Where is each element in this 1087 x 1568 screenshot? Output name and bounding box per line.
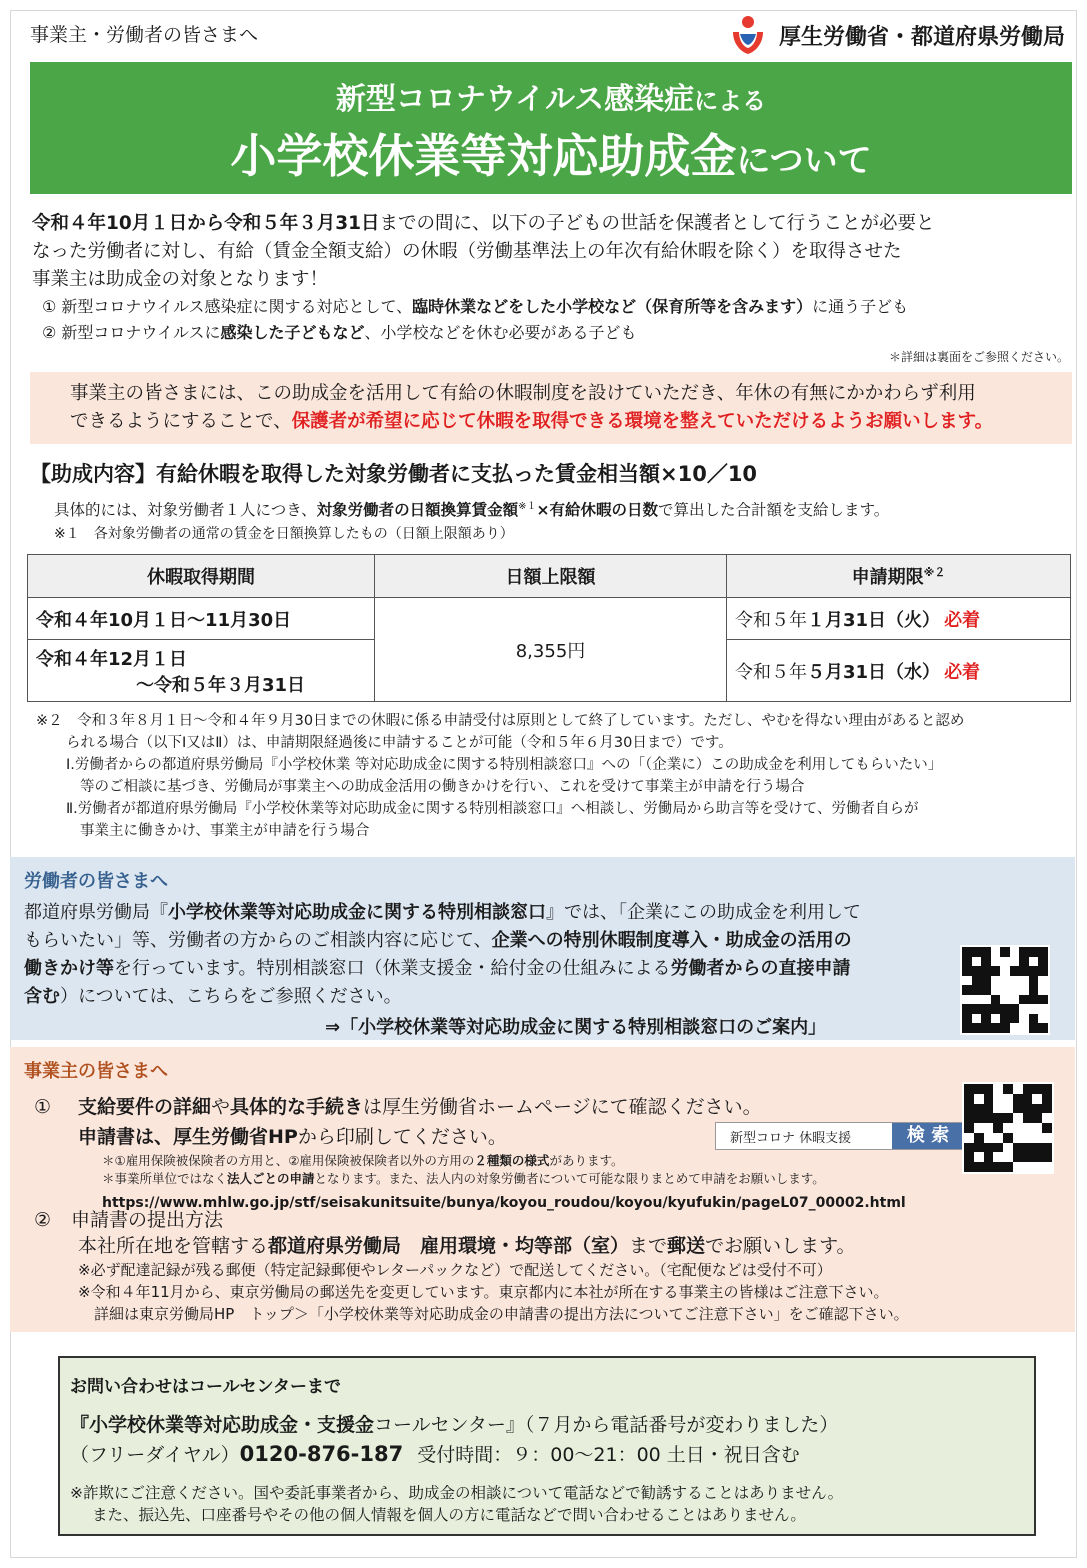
workers-t1-bold: 小学校休業等対応助成金に関する特別相談窓口	[168, 902, 546, 923]
intro-line-2: なった労働者に対し、有給（賃金全額支給）の休暇（労働基準法上の年次有給休暇を除く）を取得させた	[32, 241, 902, 262]
contact-box	[58, 1356, 1036, 1536]
aid-desc-bold-1: 対象労働者の日額換算賃金額	[316, 501, 519, 520]
step-2-title-text: 申請書の提出方法	[71, 1209, 224, 1231]
must-arrive-label: 必着	[944, 661, 981, 683]
intro-text-1: までの間に、以下の子どもの世話を保護者として行うことが必要と	[379, 213, 935, 234]
banner-title: 小学校休業等対応助成金	[230, 129, 737, 183]
contact-center-name: 『小学校休業等対応助成金・支援金	[70, 1414, 375, 1436]
table-period-2a: 令和４年12月１日	[36, 648, 188, 670]
table-cell-period-2	[28, 640, 375, 702]
employers-step-2	[34, 1207, 1074, 1325]
workers-t4-bold: 含む	[24, 986, 60, 1007]
contact-line-2	[70, 1440, 800, 1467]
step-1-note-1	[78, 1152, 794, 1170]
ministry-name: 厚生労働省・都道府県労働局	[778, 24, 1065, 50]
table-header-row	[28, 555, 1071, 598]
note-line: Ⅱ.労働者が都道府県労働局『小学校休業等対応助成金に関する特別相談窓口』へ相談し、労働局から助言等を受けて、労働者自らが	[66, 801, 919, 817]
consultation-link[interactable]: ⇒「小学校休業等対応助成金に関する特別相談窓口のご案内」	[325, 1017, 827, 1038]
workers-t3-bold-2: 労働者からの直接申請	[670, 958, 851, 979]
step-1-text-1: や	[211, 1096, 231, 1118]
workers-t3-bold: 働きかけ等	[24, 958, 114, 979]
fraud-note-1: ※詐欺にご注意ください。国や委託事業者から、助成金の相談について電話などで勧誘することはありません。	[70, 1484, 844, 1502]
banner-line-1-main: 新型コロナウイルス感染症	[335, 82, 695, 117]
request-line-2	[30, 408, 1072, 436]
table-header-sup: ※２	[923, 566, 946, 579]
table-header-limit: 日額上限額	[375, 555, 727, 598]
step-2-note-2: ※令和４年11月から、東京労働局の郵送先を変更しています。東京都内に本社が所在する事業主の皆様はご注意下さい。	[78, 1283, 889, 1301]
table-header-deadline-label: 申請期限	[851, 567, 924, 588]
step-1-note-2-bold: 法人ごとの申請	[227, 1171, 315, 1186]
audience-label: 事業主・労働者の皆さまへ	[30, 24, 259, 46]
banner-line-1	[30, 74, 1072, 118]
intro-item-2	[42, 320, 1072, 346]
table-deadline-1-pre: 令和５年	[735, 609, 807, 631]
fraud-note-2: また、振込先、口座番号やその他の個人情報を個人の方に電話などで問い合わせることはありません。	[92, 1506, 806, 1524]
employers-section	[10, 1047, 1075, 1332]
intro-period: 令和４年10月１日から令和５年３月31日	[32, 213, 380, 234]
aid-description	[54, 497, 889, 520]
workers-t1-pre: 都道府県労働局『	[24, 902, 168, 923]
step-1-note-2-post: となります。また、法人内の対象労働者について可能な限りまとめて申請をお願いします。	[314, 1171, 825, 1186]
request-line-2-pre: できるようにすることで、	[70, 411, 292, 432]
workers-t2-pre: もらいたい」等、労働者の方からのご相談内容に応じて、	[24, 930, 492, 951]
employers-step-1	[34, 1092, 906, 1218]
intro-item-2-bold: 感染した子どもなど	[220, 323, 365, 342]
step-2-line-1	[34, 1233, 1074, 1259]
step-2-bold-2: 郵送	[667, 1235, 706, 1257]
intro-item-1-bold: 臨時休業などをした小学校など（保育所等を含みます）	[412, 297, 813, 316]
intro-item-1	[42, 294, 1072, 320]
mhlw-logo-icon	[727, 14, 769, 56]
table-period-2b: ～令和５年３月31日	[136, 674, 306, 696]
step-2-bold-1: 都道府県労働局 雇用環境・均等部（室）	[268, 1235, 630, 1257]
aid-desc-bold-2: ×有給休暇の日数	[536, 501, 658, 520]
step-1-bold-1: 支給要件の詳細	[78, 1096, 212, 1118]
workers-t2-bold: 企業への特別休暇制度導入・助成金の活用の	[491, 930, 852, 951]
request-line-1: 事業主の皆さまには、この助成金を活用して有給の休暇制度を設けていただき、年休の有無にかかわらず利用	[70, 383, 976, 404]
table-row	[28, 598, 1071, 640]
search-button[interactable]: 検 索	[892, 1123, 964, 1149]
step-1-line-2	[78, 1122, 794, 1152]
step-2-pre: 本社所在地を管轄する	[78, 1235, 269, 1257]
step-1-note-1-bold: ２種類の様式	[474, 1153, 550, 1168]
table-cell-deadline-1	[727, 598, 1071, 640]
search-input[interactable]: 新型コロナ 休暇支援	[730, 1130, 852, 1146]
step-2-post: でお願いします。	[705, 1235, 856, 1257]
step-1-body	[78, 1092, 906, 1218]
workers-section	[10, 857, 1075, 1040]
table-cell-limit	[375, 598, 727, 702]
step-1-note-2-pre: ＊事業所単位ではなく	[102, 1171, 228, 1186]
contact-heading: お問い合わせはコールセンターまで	[70, 1377, 341, 1397]
step-1-note-1-pre: ＊①雇用保険被保険者の方用と、②雇用保険被保険者以外の方用の	[102, 1153, 475, 1168]
note-line: 事業主に働きかけ、事業主が申請を行う場合	[80, 823, 370, 839]
workers-line-4	[24, 983, 954, 1011]
contact-line-1-post: コールセンター』（７月から電話番号が変わりました）	[374, 1414, 839, 1436]
step-2-number: ②	[34, 1209, 52, 1231]
step-1-line-1	[78, 1092, 794, 1122]
step-2-title	[34, 1207, 1074, 1233]
employers-heading: 事業主の皆さまへ	[24, 1061, 168, 1082]
mhlw-url-link[interactable]: https://www.mhlw.go.jp/stf/seisakunitsuite/bunya/koyou_roudou/koyou/kyufukin/pageL07_00002.html	[102, 1195, 906, 1211]
intro-item-2-post: 、小学校などを休む必要がある子ども	[364, 323, 637, 342]
step-1-text-2: は厚生労働省ホームページにて確認ください。	[363, 1096, 762, 1118]
step-2-note-3: 詳細は東京労働局HP トップ＞「小学校休業等対応助成金の申請書の提出方法についてご注意下さい」をご確認下さい。	[94, 1305, 909, 1323]
intro-section	[32, 210, 1072, 346]
step-2-mid: まで	[629, 1235, 668, 1257]
intro-item-1-pre: ① 新型コロナウイルス感染症に関する対応として、	[42, 297, 413, 316]
aid-note: ※１ 各対象労働者の通常の賃金を日額換算したもの（日額上限額あり）	[54, 526, 514, 542]
banner-line-2	[30, 120, 1072, 186]
request-box	[30, 372, 1072, 444]
aid-table	[27, 554, 1071, 702]
note-line: Ⅰ.労働者からの都道府県労働局『小学校休業 等対応助成金に関する特別相談窓口』への「（企業に）この助成金を利用してもらいたい」	[66, 757, 943, 773]
aid-desc-sup: ※１	[518, 501, 537, 512]
workers-line-2	[24, 927, 954, 955]
workers-t3-mid: を行っています。特別相談窓口（休業支援金・給付金の仕組みによる	[114, 958, 671, 979]
workers-line-1	[24, 899, 954, 927]
qr-code-icon[interactable]	[960, 945, 1050, 1035]
workers-line-3	[24, 955, 954, 983]
qr-code-icon[interactable]	[962, 1082, 1054, 1174]
intro-line-3: 事業主は助成金の対象となります！	[32, 269, 329, 290]
aid-title: 【助成内容】有給休暇を取得した対象労働者に支払った賃金相当額×10／10	[30, 462, 758, 486]
workers-t1-post: 』では、「企業にこの助成金を利用して	[546, 902, 861, 923]
table-cell-deadline-2	[727, 640, 1071, 702]
request-highlight: 保護者が希望に応じて休暇を取得できる環境を整えていただけるようお願いします。	[291, 411, 994, 432]
intro-item-1-post: に通う子ども	[812, 297, 909, 316]
ministry-header	[727, 14, 1065, 56]
workers-t4-post: ）については、こちらをご参照ください。	[60, 986, 402, 1007]
workers-heading: 労働者の皆さまへ	[24, 871, 168, 892]
freedial-label: （フリーダイヤル）	[70, 1444, 240, 1466]
intro-item-2-pre: ② 新型コロナウイルスに	[42, 323, 221, 342]
aid-desc-post: で算出した合計額を支給します。	[657, 501, 890, 520]
note-line: 等のご相談に基づき、労働局が事業主への助成金活用の働きかけを行い、これを受けて事業主が申請を行う場合	[80, 779, 805, 795]
intro-line-1	[32, 210, 1072, 238]
workers-text	[24, 899, 954, 1011]
late-application-notes	[36, 710, 1066, 842]
step-2-note-1: ※必ず配達記録が残る郵便（特定記録郵便やレターパックなど）で配送してください。（宅配便などは受付不可）	[78, 1261, 832, 1279]
table-deadline-2-pre: 令和５年	[735, 661, 807, 683]
fraud-note	[70, 1482, 843, 1526]
banner-line-1-suffix: による	[694, 87, 767, 115]
intro-items	[42, 294, 1072, 346]
step-1-bold-2: 具体的な手続き	[230, 1096, 364, 1118]
table-header-deadline	[727, 555, 1071, 598]
banner-title-suffix: について	[736, 141, 872, 181]
step-1-note-1-post: があります。	[549, 1153, 624, 1168]
title-banner	[30, 62, 1072, 194]
table-period-1: 令和４年10月１日～11月30日	[36, 609, 292, 631]
step-1-line-2-bold: 申請書は、厚生労働省HP	[78, 1126, 298, 1148]
must-arrive-label: 必着	[944, 609, 981, 631]
search-box	[715, 1122, 965, 1150]
table-header-period: 休暇取得期間	[28, 555, 375, 598]
aid-desc-pre: 具体的には、対象労働者１人につき、	[54, 501, 317, 520]
note-line: られる場合（以下Ⅰ又はⅡ）は、申請期限経過後に申請することが可能（令和５年６月30日まで）です。	[66, 735, 733, 751]
step-1-line-2-text: から印刷してください。	[297, 1126, 507, 1148]
phone-number: 0120-876-187	[239, 1442, 404, 1466]
step-1-number: ①	[34, 1096, 52, 1118]
table-deadline-1: １月31日（火）	[807, 609, 941, 631]
reception-hours: 受付時間：９：00～21：00 土日・祝日含む	[417, 1444, 800, 1466]
contact-line-1	[70, 1410, 838, 1437]
table-deadline-2: ５月31日（水）	[807, 661, 941, 683]
table-limit: 8,355円	[515, 640, 586, 662]
step-1-note-2	[78, 1170, 825, 1188]
detail-note: ＊詳細は裏面をご参照ください。	[888, 350, 1069, 364]
note-line: ※２ 令和３年８月１日～令和４年９月30日までの休暇に係る申請受付は原則として終了しています。ただし、やむを得ない理由があると認め	[36, 713, 965, 729]
table-cell-period-1	[28, 598, 375, 640]
